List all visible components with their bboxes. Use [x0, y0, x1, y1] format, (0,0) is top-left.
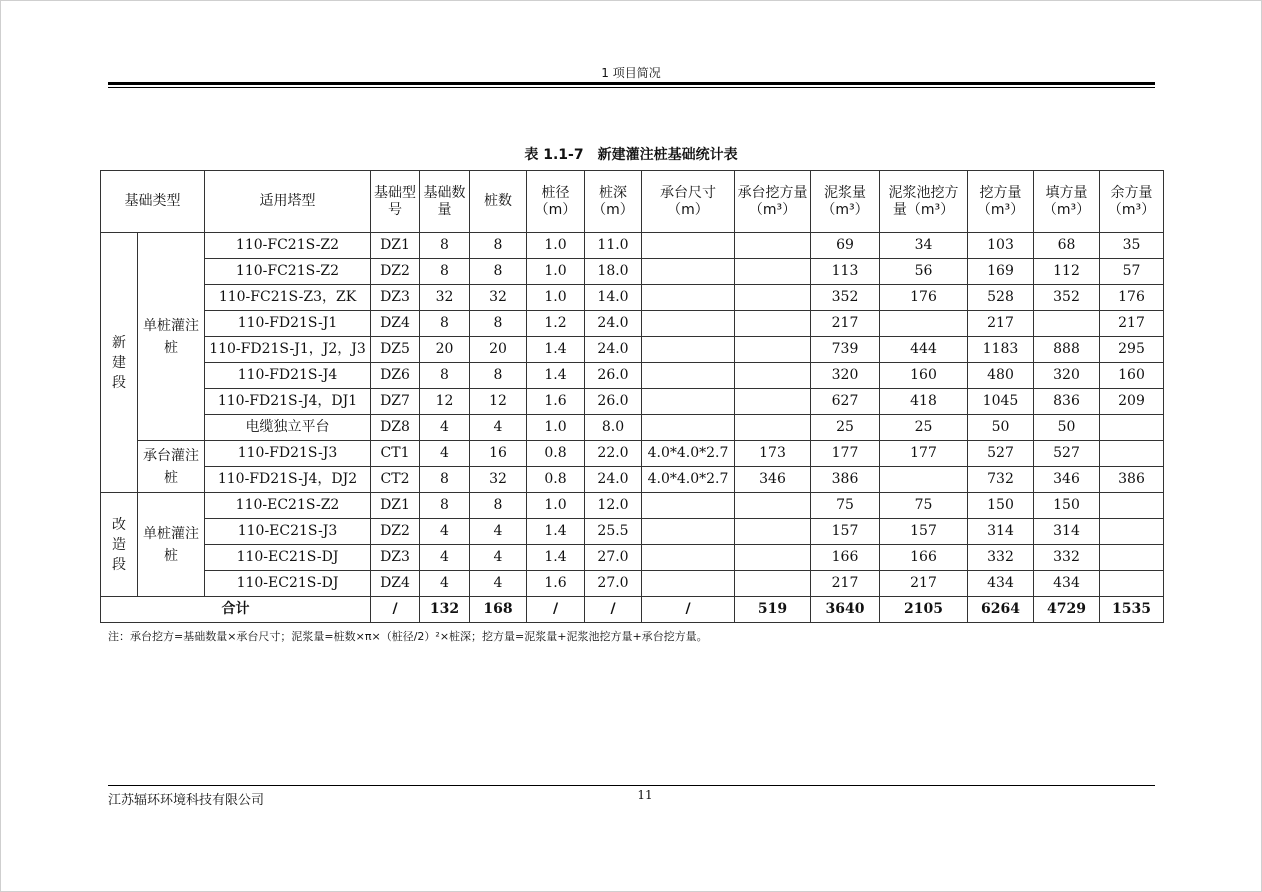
table-cell: 1.6	[527, 389, 585, 415]
table-cell: 56	[880, 259, 968, 285]
table-cell: 1.0	[527, 415, 585, 441]
table-cell: 434	[968, 571, 1034, 597]
table-cell: 418	[880, 389, 968, 415]
table-cell: 27.0	[585, 571, 642, 597]
table-cell: 169	[968, 259, 1034, 285]
table-cell: 527	[1034, 441, 1100, 467]
table-cell: 4	[420, 519, 470, 545]
table-cell: DZ6	[371, 363, 420, 389]
table-cell: 50	[1034, 415, 1100, 441]
table-cell: 386	[1100, 467, 1164, 493]
table-cell: 电缆独立平台	[205, 415, 371, 441]
table-row	[101, 363, 1164, 389]
table-cell	[642, 363, 735, 389]
table-cell: 320	[811, 363, 880, 389]
table-cell: 4	[420, 571, 470, 597]
subgroup-label-single-pile-text: 单桩灌注桩	[143, 317, 199, 356]
total-cell: /	[642, 597, 735, 623]
section-label-rebuild	[101, 493, 138, 597]
table-cell	[642, 415, 735, 441]
table-cell	[642, 493, 735, 519]
foundation-stats-table	[100, 170, 1164, 623]
table-cell: 110-EC21S-Z2	[205, 493, 371, 519]
table-cell: 0.8	[527, 467, 585, 493]
table-cell: 176	[880, 285, 968, 311]
total-cell: 1535	[1100, 597, 1164, 623]
table-cell: 110-FC21S-Z2	[205, 259, 371, 285]
col-header-pile-count: 桩数	[470, 171, 527, 233]
table-cell: 320	[1034, 363, 1100, 389]
table-cell: 110-FD21S-J1	[205, 311, 371, 337]
table-cell: 103	[968, 233, 1034, 259]
table-cell: 434	[1034, 571, 1100, 597]
table-cell: 4	[420, 441, 470, 467]
table-cell: 732	[968, 467, 1034, 493]
table-cell: 110-EC21S-DJ	[205, 545, 371, 571]
table-cell: 24.0	[585, 337, 642, 363]
col-header-excavation: 挖方量（m³）	[968, 171, 1034, 233]
table-cell: 4	[420, 415, 470, 441]
table-cell: 8	[470, 363, 527, 389]
table-cell: 32	[470, 467, 527, 493]
table-cell: 1183	[968, 337, 1034, 363]
table-cell: 16	[470, 441, 527, 467]
table-cell: 157	[880, 519, 968, 545]
table-cell: 8	[420, 259, 470, 285]
col-header-surplus: 余方量（m³）	[1100, 171, 1164, 233]
col-header-tower-type: 适用塔型	[205, 171, 371, 233]
table-cell: 1.4	[527, 545, 585, 571]
footer-rule	[108, 785, 1155, 786]
table-cell	[1034, 311, 1100, 337]
table-cell: 8	[470, 311, 527, 337]
table-cell: 314	[968, 519, 1034, 545]
subgroup-label-cap-pile	[138, 441, 205, 493]
table-cell: 1.2	[527, 311, 585, 337]
table-cell: DZ5	[371, 337, 420, 363]
table-cell	[735, 311, 811, 337]
table-cell: DZ4	[371, 311, 420, 337]
table-cell: 68	[1034, 233, 1100, 259]
table-cell	[642, 285, 735, 311]
table-cell: 25	[811, 415, 880, 441]
table-cell: 0.8	[527, 441, 585, 467]
table-cell: 332	[968, 545, 1034, 571]
table-cell: 8	[420, 363, 470, 389]
table-cell: 166	[811, 545, 880, 571]
subgroup-label-rebuild-single-pile-text: 单桩灌注桩	[143, 525, 199, 564]
section-label-rebuild-text: 改造段	[112, 516, 126, 573]
table-cell: 527	[968, 441, 1034, 467]
table-cell: 24.0	[585, 311, 642, 337]
table-cell: 24.0	[585, 467, 642, 493]
table-cell: 1.0	[527, 285, 585, 311]
table-cell: 217	[811, 311, 880, 337]
total-cell: 168	[470, 597, 527, 623]
table-cell: CT1	[371, 441, 420, 467]
table-cell: 1.0	[527, 493, 585, 519]
table-cell: 20	[420, 337, 470, 363]
table-cell: 26.0	[585, 389, 642, 415]
table-cell	[642, 311, 735, 337]
table-cell: 480	[968, 363, 1034, 389]
table-cell: 110-FD21S-J1，J2，J3	[205, 337, 371, 363]
table-cell	[1100, 493, 1164, 519]
table-cell: 4.0*4.0*2.7	[642, 467, 735, 493]
table-cell: 332	[1034, 545, 1100, 571]
table-cell: 11.0	[585, 233, 642, 259]
table-cell: 50	[968, 415, 1034, 441]
table-cell: 217	[880, 571, 968, 597]
table-cell: 22.0	[585, 441, 642, 467]
section-label-new	[101, 233, 138, 493]
section-label-new-text: 新建段	[112, 334, 126, 391]
table-cell	[642, 571, 735, 597]
table-row	[101, 415, 1164, 441]
table-cell: 1.0	[527, 233, 585, 259]
table-cell	[880, 311, 968, 337]
table-cell: 1.4	[527, 519, 585, 545]
table-cell: 32	[420, 285, 470, 311]
table-cell: 739	[811, 337, 880, 363]
page-header: 1 项目简况	[601, 66, 661, 80]
total-row	[101, 597, 1164, 623]
table-cell: 110-FD21S-J4	[205, 363, 371, 389]
table-cell: 35	[1100, 233, 1164, 259]
table-cell: DZ1	[371, 233, 420, 259]
table-note: 注：承台挖方=基础数量×承台尺寸；泥浆量=桩数×π×（桩径/2）²×桩深；挖方量=泥浆量+泥浆池挖方量+承台挖方量。	[108, 630, 708, 643]
table-cell: 27.0	[585, 545, 642, 571]
table-cell: 26.0	[585, 363, 642, 389]
table-cell: 4	[470, 415, 527, 441]
table-cell: DZ1	[371, 493, 420, 519]
col-header-cap-excavation: 承台挖方量（m³）	[735, 171, 811, 233]
table-cell: 217	[968, 311, 1034, 337]
table-cell: 8	[420, 233, 470, 259]
table-cell: 75	[811, 493, 880, 519]
table-cell: 110-FC21S-Z3，ZK	[205, 285, 371, 311]
table-cell	[642, 545, 735, 571]
table-row	[101, 441, 1164, 467]
col-header-fill: 填方量（m³）	[1034, 171, 1100, 233]
table-cell: 8	[420, 493, 470, 519]
table-row	[101, 519, 1164, 545]
table-cell: 8	[470, 259, 527, 285]
table-cell	[642, 233, 735, 259]
table-cell: 4.0*4.0*2.7	[642, 441, 735, 467]
table-cell	[735, 519, 811, 545]
page-number: 11	[637, 788, 653, 802]
total-cell: /	[527, 597, 585, 623]
total-cell: 132	[420, 597, 470, 623]
table-cell: 25	[880, 415, 968, 441]
table-cell: 20	[470, 337, 527, 363]
table-cell: 177	[880, 441, 968, 467]
table-cell: 352	[1034, 285, 1100, 311]
table-cell: 217	[1100, 311, 1164, 337]
table-cell: 12	[420, 389, 470, 415]
table-cell: 444	[880, 337, 968, 363]
table-cell: 8	[420, 467, 470, 493]
table-cell: 110-EC21S-J3	[205, 519, 371, 545]
table-cell: 4	[470, 571, 527, 597]
table-cell: 352	[811, 285, 880, 311]
table-cell: CT2	[371, 467, 420, 493]
table-row	[101, 337, 1164, 363]
table-row	[101, 285, 1164, 311]
table-cell: DZ2	[371, 519, 420, 545]
table-cell: 14.0	[585, 285, 642, 311]
table-cell: 836	[1034, 389, 1100, 415]
table-cell	[735, 363, 811, 389]
table-cell: 57	[1100, 259, 1164, 285]
subgroup-label-single-pile	[138, 233, 205, 441]
total-cell: 4729	[1034, 597, 1100, 623]
table-row	[101, 389, 1164, 415]
table-cell: 113	[811, 259, 880, 285]
table-cell: 177	[811, 441, 880, 467]
subgroup-label-cap-pile-text: 承台灌注桩	[143, 447, 199, 486]
table-cell	[1100, 571, 1164, 597]
table-cell: 314	[1034, 519, 1100, 545]
table-row	[101, 233, 1164, 259]
table-row	[101, 571, 1164, 597]
col-header-pile-diameter: 桩径（m）	[527, 171, 585, 233]
total-cell: /	[371, 597, 420, 623]
table-cell	[642, 337, 735, 363]
table-cell	[735, 493, 811, 519]
table-cell: 386	[811, 467, 880, 493]
table-cell	[735, 389, 811, 415]
table-cell	[735, 415, 811, 441]
col-header-foundation-count: 基础数量	[420, 171, 470, 233]
table-cell: 295	[1100, 337, 1164, 363]
table-row	[101, 493, 1164, 519]
table-cell: 346	[1034, 467, 1100, 493]
table-cell	[735, 285, 811, 311]
table-cell	[880, 467, 968, 493]
subgroup-label-rebuild-single-pile	[138, 493, 205, 597]
table-cell: 888	[1034, 337, 1100, 363]
table-cell: 75	[880, 493, 968, 519]
table-cell: 157	[811, 519, 880, 545]
table-cell: 150	[1034, 493, 1100, 519]
table-cell: 1.4	[527, 337, 585, 363]
table-cell: 627	[811, 389, 880, 415]
total-label: 合计	[101, 597, 371, 623]
table-cell: DZ8	[371, 415, 420, 441]
table-cell: 25.5	[585, 519, 642, 545]
table-title: 表 1.1-7 新建灌注桩基础统计表	[524, 147, 738, 163]
table-cell: 4	[470, 519, 527, 545]
table-cell: 110-EC21S-DJ	[205, 571, 371, 597]
table-cell: 110-FD21S-J3	[205, 441, 371, 467]
table-cell: DZ3	[371, 545, 420, 571]
table-cell: 110-FC21S-Z2	[205, 233, 371, 259]
table-row	[101, 311, 1164, 337]
table-cell: 209	[1100, 389, 1164, 415]
total-cell: 519	[735, 597, 811, 623]
table-cell: 12	[470, 389, 527, 415]
table-cell: 1045	[968, 389, 1034, 415]
table-cell: 160	[880, 363, 968, 389]
header-rule-thin	[108, 87, 1155, 88]
table-cell: 176	[1100, 285, 1164, 311]
table-cell: 8	[420, 311, 470, 337]
table-cell: 8.0	[585, 415, 642, 441]
footer-company: 江苏辐环环境科技有限公司	[108, 793, 265, 808]
table-cell: 4	[470, 545, 527, 571]
header-rule	[108, 82, 1155, 85]
table-cell: 346	[735, 467, 811, 493]
table-cell: 8	[470, 493, 527, 519]
col-header-cap-size: 承台尺寸（m）	[642, 171, 735, 233]
col-header-foundation-model: 基础型号	[371, 171, 420, 233]
table-row	[101, 467, 1164, 493]
table-cell: 166	[880, 545, 968, 571]
table-cell: 8	[470, 233, 527, 259]
table-row	[101, 545, 1164, 571]
table-cell: 112	[1034, 259, 1100, 285]
table-cell	[1100, 519, 1164, 545]
table-header-row	[101, 171, 1164, 233]
table-cell	[642, 389, 735, 415]
table-cell	[735, 233, 811, 259]
table-cell	[642, 519, 735, 545]
table-cell	[735, 571, 811, 597]
table-cell: 1.4	[527, 363, 585, 389]
table-row	[101, 259, 1164, 285]
table-cell: 110-FD21S-J4，DJ2	[205, 467, 371, 493]
table-cell: 69	[811, 233, 880, 259]
table-cell: 4	[420, 545, 470, 571]
table-cell: 160	[1100, 363, 1164, 389]
col-header-pile-depth: 桩深（m）	[585, 171, 642, 233]
table-cell: DZ3	[371, 285, 420, 311]
table-cell	[1100, 415, 1164, 441]
table-cell: 173	[735, 441, 811, 467]
table-cell	[735, 259, 811, 285]
table-cell: 150	[968, 493, 1034, 519]
total-cell: 3640	[811, 597, 880, 623]
table-cell: 528	[968, 285, 1034, 311]
table-cell: 12.0	[585, 493, 642, 519]
table-cell	[1100, 545, 1164, 571]
table-cell	[642, 259, 735, 285]
total-cell: 2105	[880, 597, 968, 623]
table-cell: DZ4	[371, 571, 420, 597]
table-cell: 18.0	[585, 259, 642, 285]
table-cell: 217	[811, 571, 880, 597]
table-cell	[735, 337, 811, 363]
table-cell	[1100, 441, 1164, 467]
col-header-foundation-type: 基础类型	[101, 171, 205, 233]
table-cell: DZ2	[371, 259, 420, 285]
col-header-mud-pit-excavation: 泥浆池挖方量（m³）	[880, 171, 968, 233]
total-cell: /	[585, 597, 642, 623]
col-header-mud-volume: 泥浆量（m³）	[811, 171, 880, 233]
table-cell: 32	[470, 285, 527, 311]
table-cell: DZ7	[371, 389, 420, 415]
table-cell: 1.0	[527, 259, 585, 285]
total-cell: 6264	[968, 597, 1034, 623]
table-cell: 110-FD21S-J4，DJ1	[205, 389, 371, 415]
table-cell: 34	[880, 233, 968, 259]
table-cell: 1.6	[527, 571, 585, 597]
table-cell	[735, 545, 811, 571]
